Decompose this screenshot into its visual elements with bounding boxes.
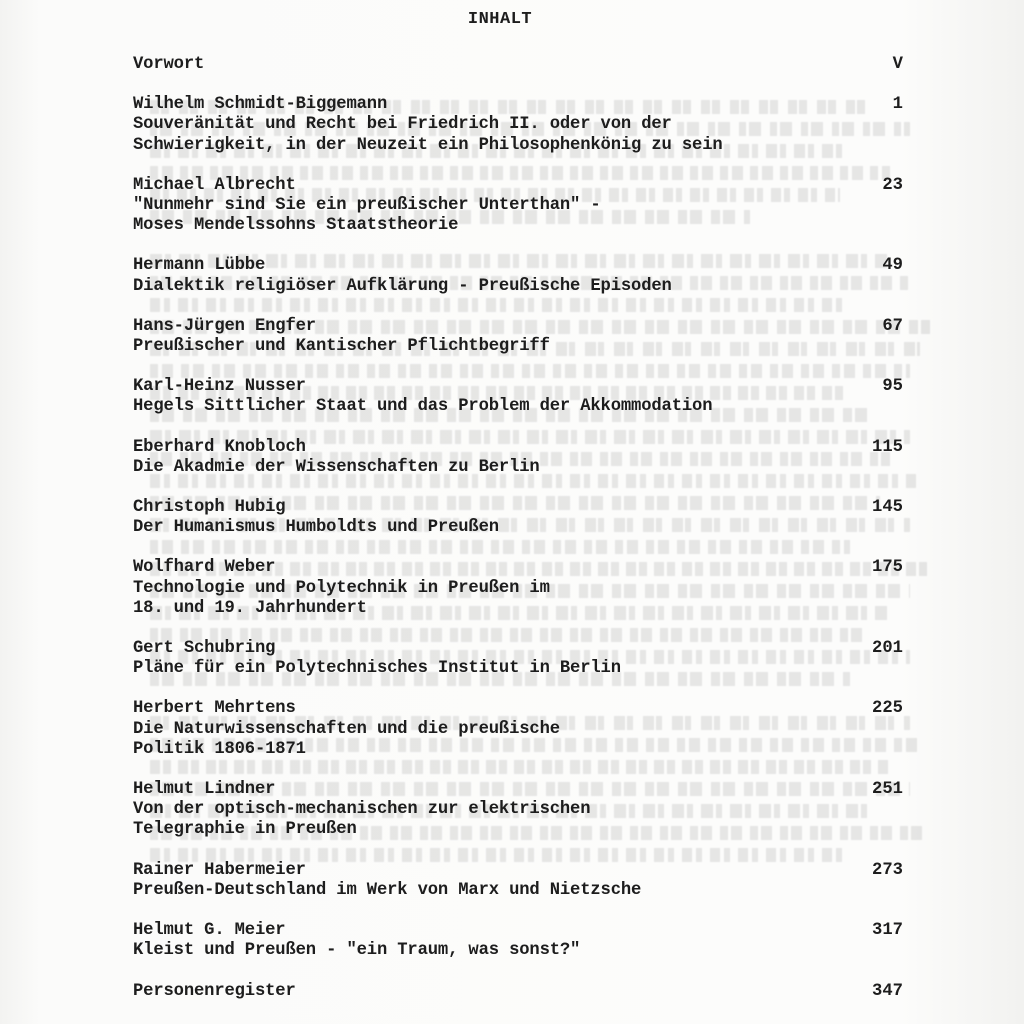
entry-spacer xyxy=(133,841,903,861)
toc-entry xyxy=(133,921,903,961)
toc-entry-title-line: Dialektik religiöser Aufklärung - Preußische Episoden xyxy=(133,276,672,296)
toc-entry xyxy=(133,982,903,1002)
toc-entry-title-line: Moses Mendelssohns Staatstheorie xyxy=(133,216,459,236)
toc-entry-title-line: Die Naturwissenschaften und die preußische xyxy=(133,719,560,739)
toc-entry-title-line: Technologie und Polytechnik in Preußen im xyxy=(133,578,550,598)
toc-entry xyxy=(133,438,903,478)
entry-spacer xyxy=(133,297,903,317)
toc-entry-page-number: 317 xyxy=(872,921,903,941)
toc-entry-title-line: Souveränität und Recht bei Friedrich II. oder von der xyxy=(133,115,672,135)
toc-entry-author: Wilhelm Schmidt-Biggemann xyxy=(133,95,388,115)
toc-entry-title-line: "Nunmehr sind Sie ein preußischer Unterthan" - xyxy=(133,196,601,216)
toc-entry-author: Vorwort xyxy=(133,55,205,74)
toc-entry xyxy=(133,639,903,679)
toc-entry-page-number: 1 xyxy=(892,95,903,115)
toc-entry-page-number: 175 xyxy=(872,558,903,578)
entry-spacer xyxy=(133,418,903,438)
toc-entry-title-line: Von der optisch-mechanischen zur elektrischen xyxy=(133,800,591,820)
toc-entry-page-number: 251 xyxy=(872,780,903,800)
entry-spacer xyxy=(133,538,903,558)
entry-spacer xyxy=(133,156,903,176)
toc-entry-author: Rainer Habermeier xyxy=(133,860,306,880)
toc-entry-author: Herbert Mehrtens xyxy=(133,699,296,719)
toc-entry xyxy=(133,377,903,417)
toc-entry xyxy=(133,55,903,75)
entry-spacer xyxy=(133,962,903,982)
toc-entry-author: Michael Albrecht xyxy=(133,175,296,195)
toc-entry-page-number: 273 xyxy=(872,860,903,880)
entry-spacer xyxy=(133,75,903,95)
toc-entry xyxy=(133,317,903,357)
toc-entry-page-number: 115 xyxy=(872,437,903,457)
entry-spacer xyxy=(133,236,903,256)
toc-entry-author: Helmut Lindner xyxy=(133,780,276,800)
toc-entry-page-number: 67 xyxy=(882,316,903,336)
toc-entry xyxy=(133,256,903,296)
toc-entry-page-number: 49 xyxy=(882,256,903,276)
page-title: INHALT xyxy=(467,10,533,29)
toc-entry-page-number: 347 xyxy=(872,981,903,1001)
toc-entry-author: Wolfhard Weber xyxy=(133,558,276,578)
toc-entry-title-line: Preußischer und Kantischer Pflichtbegriff xyxy=(133,337,550,357)
toc-entry-title-line: Hegels Sittlicher Staat und das Problem der Akkommodation xyxy=(133,397,713,417)
toc-entry xyxy=(133,780,903,841)
toc-entry-page-number: 95 xyxy=(882,377,903,397)
toc-entry-page-number: 145 xyxy=(872,498,903,518)
entry-spacer xyxy=(133,619,903,639)
toc-entry-author: Hermann Lübbe xyxy=(133,256,266,276)
toc-entry xyxy=(133,861,903,901)
toc-entry-title-line: Der Humanismus Humboldts und Preußen xyxy=(133,518,499,538)
toc-entry-author: Helmut G. Meier xyxy=(133,921,286,941)
toc-entry xyxy=(133,176,903,237)
toc-entry-page-number: 225 xyxy=(872,699,903,719)
entry-spacer xyxy=(133,760,903,780)
entry-spacer xyxy=(133,357,903,377)
entry-spacer xyxy=(133,478,903,498)
toc-entry-author: Karl-Heinz Nusser xyxy=(133,377,306,397)
toc-entry-author: Christoph Hubig xyxy=(133,498,286,518)
toc-entry-page-number: V xyxy=(892,55,903,74)
table-of-contents xyxy=(133,55,903,1002)
toc-entry-page-number: 201 xyxy=(872,639,903,659)
toc-entry-title-line: Preußen-Deutschland im Werk von Marx und Nietzsche xyxy=(133,880,642,900)
toc-entry-author: Hans-Jürgen Engfer xyxy=(133,316,316,336)
toc-entry-title-line: Schwierigkeit, in der Neuzeit ein Philosophenkönig zu sein xyxy=(133,135,723,155)
toc-entry xyxy=(133,498,903,538)
toc-entry xyxy=(133,699,903,760)
toc-entry-title-line: Telegraphie in Preußen xyxy=(133,820,357,840)
toc-entry-author: Eberhard Knobloch xyxy=(133,437,306,457)
toc-entry-author: Personenregister xyxy=(133,981,296,1001)
toc-entry-title-line: Pläne für ein Polytechnisches Institut in Berlin xyxy=(133,659,621,679)
toc-entry-title-line: 18. und 19. Jahrhundert xyxy=(133,598,367,618)
toc-entry xyxy=(133,558,903,619)
toc-entry-title-line: Politik 1806-1871 xyxy=(133,739,306,759)
toc-entry xyxy=(133,95,903,156)
toc-entry-author: Gert Schubring xyxy=(133,639,276,659)
entry-spacer xyxy=(133,901,903,921)
toc-entry-title-line: Die Akadmie der Wissenschaften zu Berlin xyxy=(133,457,540,477)
toc-entry-title-line: Kleist und Preußen - "ein Traum, was sonst?" xyxy=(133,941,581,961)
entry-spacer xyxy=(133,679,903,699)
toc-entry-page-number: 23 xyxy=(882,175,903,195)
